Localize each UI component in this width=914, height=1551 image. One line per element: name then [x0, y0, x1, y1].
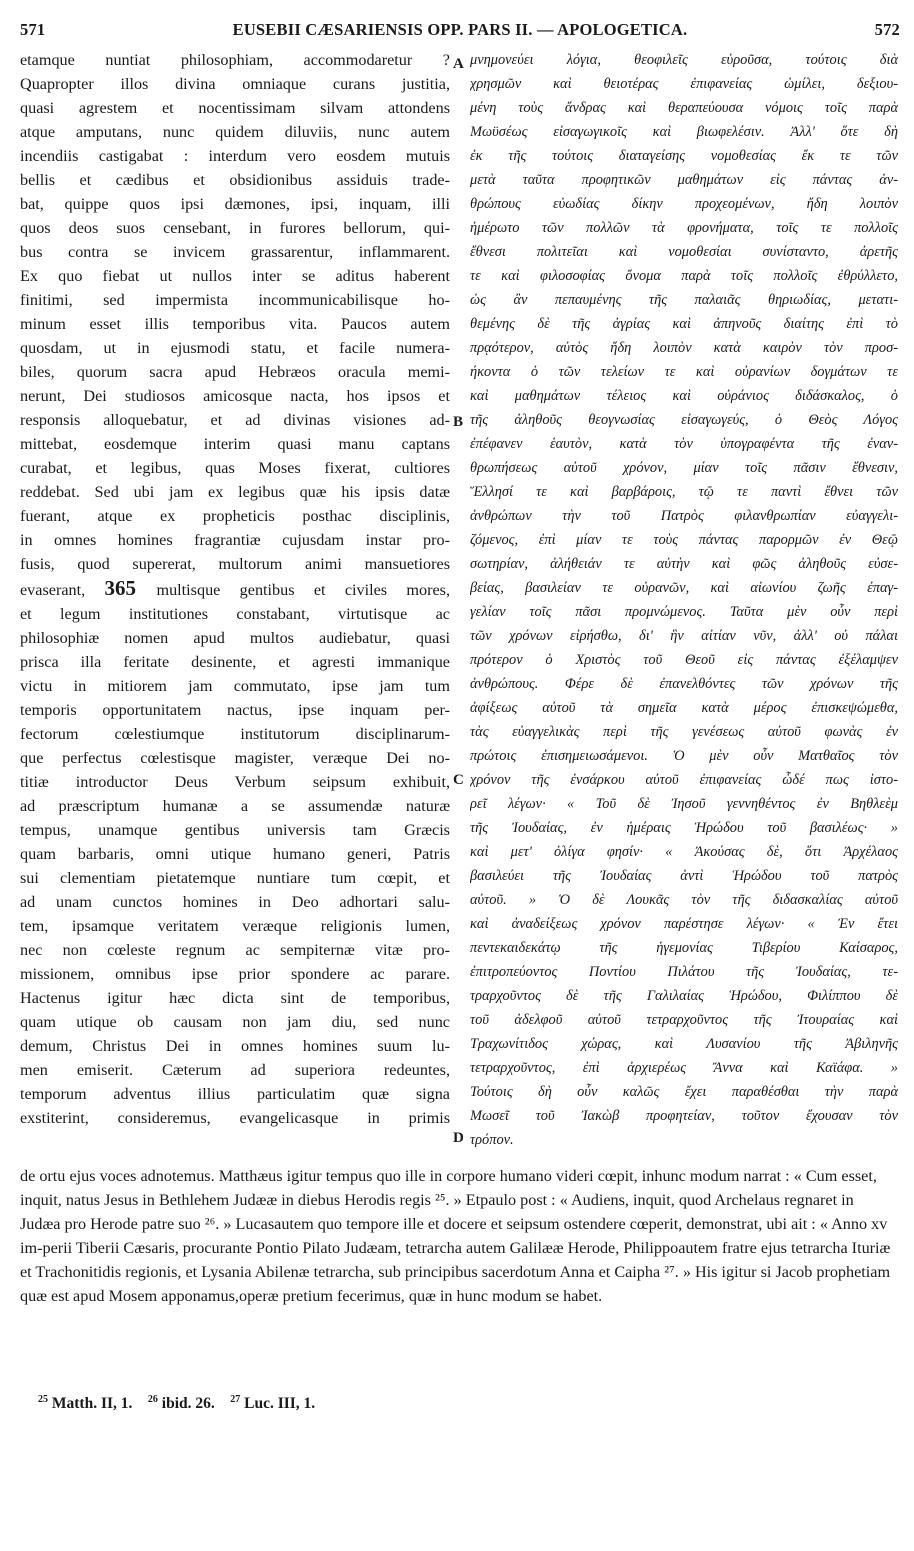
text-line: minum esset illis temporibus vita. Paucos autem: [20, 315, 450, 333]
text-line: curabat, et legibus, quas Moses fixerat, cultiores: [20, 459, 450, 477]
text-line: de ortu ejus voces adnotemus. Matthæus igitur tempus quo ille in corpore humano videri cœpit, in: [20, 1167, 655, 1185]
text-line: quosdam, ut in ejusmodi statu, et facile numera-: [20, 339, 450, 357]
text-line: autem fratre ejus tetrarcha Ituriæ et Trachonitidis regionis, et Lysania Abilenæ tetrarcha, sub principi: [20, 1239, 891, 1281]
text-line: τε καὶ φιλοσοφίας ὄνομα παρὰ τοῖς πολλοῖς ἐθρύλλετο,: [470, 268, 898, 284]
text-line: prisca illa feritate desinente, et agresti immanique: [20, 653, 450, 671]
text-line: autem quo tempore ille et docere et seipsum ostendere cœperit, demonstrat, ubi ait : « Anno xv im-: [20, 1215, 888, 1257]
text-line: βείας, βασιλείαν τε οὐρανῶν, καὶ αἰωνίου ζωῆς ἐπαγ-: [470, 580, 898, 596]
text-line: bus sacerdotum Anna et Caipha ²⁷. » His igitur si Jacob prophetiam quæ est apud Mosem apponamus,: [20, 1263, 891, 1305]
text-line: biles, quorum sacra apud Hebræos oracula memi-: [20, 363, 450, 381]
text-line: πρώτοις ἐπισημειωσάμενοι. Ὁ μὲν οὖν Ματθαῖος τὸν: [470, 748, 898, 764]
text-line: atque amputans, nunc quidem diluviis, nunc autem: [20, 123, 450, 141]
text-line: μένη τοὺς ἄνδρας καὶ θεραπεύουσα νόμοις τοῖς παρὰ: [470, 100, 898, 116]
text-line: finitimi, sed impermista incommunicabilisque ho-: [20, 291, 450, 309]
text-line: καὶ μαθημάτων τέλειος καὶ οὐράνιος διδάσκαλος, ὁ: [470, 388, 898, 404]
right-page-number: 572: [874, 20, 900, 39]
text-line: [20, 576, 450, 602]
text-line: men emiserit. Cæterum ad superiora redeuntes,: [20, 1061, 450, 1079]
text-line: ad præscriptum humanæ a se assumendæ naturæ: [20, 797, 450, 815]
text-line: θεμένης δὲ τῆς ἀγρίας καὶ ἀπηνοῦς διαίτης ἐπὶ τὸ: [470, 316, 898, 332]
text-line: καὶ μετ' ὀλίγα φησίν· « Ἀκούσας δὲ, ὅτι Ἀρχέλαος: [470, 844, 898, 860]
text-line: sui clementiam pietatemque nuntiare tum cœpit, et: [20, 869, 450, 887]
footnotes: [38, 1394, 315, 1413]
text-line: in omnes homines fragrantiæ cujusdam instar pro-: [20, 531, 450, 549]
text-line: et legum institutiones constabant, virtutisque ac: [20, 605, 450, 623]
text-line: τετραρχοῦντος, ἐπὶ ἀρχιερέως Ἄννα καὶ Καϊάφα. »: [470, 1060, 898, 1076]
text-line: titiæ introductor Deus Verbum seipsum exhibuit,: [20, 773, 450, 791]
text-line: Quapropter illos divina omniaque curans justitia,: [20, 75, 450, 93]
text-line: exstiterint, consideremus, evangelicasque in primis: [20, 1109, 450, 1127]
margin-marker-d: D: [453, 1130, 464, 1146]
text-line: χρόνον τῆς ἐνσάρκου αὐτοῦ ἐπιφανείας ὧδέ πως ἱστο-: [470, 772, 898, 788]
text-line: ζόμενος, ἐπὶ μίαν τε τοὺς πάντας παρορμῶν ἐν Θεῷ: [470, 532, 898, 548]
text-line: χρησμῶν καὶ θειοτέρας ἐπιφανείας ὡμίλει, δεξιου-: [470, 76, 898, 92]
margin-marker-b: B: [453, 414, 464, 430]
text-line: reddebat. Sed ubi jam ex legibus quæ his ipsis datæ: [20, 483, 450, 501]
text-line: quos deos suos censebant, in furores bellorum, qui-: [20, 219, 450, 237]
text-line: ad unam cunctos homines in Deo adhortari salu-: [20, 893, 450, 911]
latin-column: [20, 48, 450, 1130]
text-fragment: multisque gentibus et civiles mores,: [156, 581, 450, 599]
text-line: Τραχωνίτιδος χώρας, καὶ Λυσανίου τῆς Ἀβιληνῆς: [470, 1036, 898, 1052]
text-line: ὡς ἂν πεπαυμένης τῆς παλαιᾶς θηριωδίας, μετατι-: [470, 292, 898, 308]
footnote-number: 25: [38, 1394, 48, 1405]
text-line: temporis opportunitatem nactus, ipse inquam per-: [20, 701, 450, 719]
text-line: fuerant, atque ex propheticis posthac disciplinis,: [20, 507, 450, 525]
text-line: πρᾳότερον, αὐτὸς ἤδη λοιπὸν κατὰ καιρὸν τὸν προσ-: [470, 340, 898, 356]
text-line: responsis alloquebatur, et ad divinas visiones ad-: [20, 411, 450, 429]
footnote-number: 26: [147, 1394, 158, 1405]
text-line: θρώπους εὐωδίας δίκην προχεομένων, ἤδη λοιπὸν: [470, 196, 898, 212]
text-line: demum, Christus Dei in omnes homines suum lu-: [20, 1037, 450, 1055]
text-line: philosophiæ nomen apud multos audiebatur, quasi: [20, 629, 450, 647]
footnote-ref: Matth. II, 1.: [51, 1395, 133, 1413]
text-line: θρωπήσεως αὐτοῦ χρόνον, μίαν τοῖς πᾶσιν ἔθνεσιν,: [470, 460, 898, 476]
text-line: Ex quo fiebat ut nullos inter se aditus haberent: [20, 267, 450, 285]
text-line: ἀφίξεως αὐτοῦ τὰ σημεῖα κατὰ μέρος ἐπισκεψώμεθα,: [470, 700, 898, 716]
text-line: fusis, quod supererat, multorum animi mansuetiores: [20, 555, 450, 573]
running-title: EUSEBII CÆSARIENSIS OPP. PARS II. — APOLOGETICA.: [232, 20, 688, 39]
running-header: [20, 20, 900, 44]
text-line: quasi agrestem et nocentissimam silvam attondens: [20, 99, 450, 117]
text-line: nec non cœleste regnum ac sempiternæ vitæ pro-: [20, 941, 450, 959]
text-line: operæ pretium fecerimus, quæ in hunc modum se habet.: [238, 1287, 603, 1305]
text-line: τραρχοῦντος δὲ τῆς Γαλιλαίας Ἡρώδου, Φιλίππου δὲ: [470, 988, 898, 1004]
text-line: etamque nuntiat philosophiam, accommodaretur ?: [20, 51, 450, 69]
text-line: τρόπον.: [470, 1132, 514, 1148]
text-line: Ἕλλησί τε καὶ βαρβάροις, τῷ τε παντὶ ἔθνει τῶν: [470, 484, 898, 500]
text-line: ἡμέρωτο τῶν πολλῶν τὰ φρονήματα, τοῖς τε πολλοῖς: [470, 220, 898, 236]
footnote-ref: Luc. III, 1.: [244, 1395, 316, 1413]
text-line: ἐπιτροπεύοντος Ποντίου Πιλάτου τῆς Ἰουδαίας, τε-: [470, 964, 898, 980]
margin-marker-c: C: [453, 772, 464, 788]
text-line: μνημονεύει λόγια, θεοφιλεῖς εὑροῦσα, τούτοις διὰ: [470, 52, 898, 68]
text-line: τὰς εὐαγγελικὰς περὶ τῆς γενέσεως αὐτοῦ φωνὰς ἐν: [470, 724, 898, 740]
text-line: tem, ipsamque veritatem veræque religionis lumen,: [20, 917, 450, 935]
text-line: ἐκ τῆς τούτοις διαταγείσης νομοθεσίας ἔκ τε τῶν: [470, 148, 898, 164]
text-line: τῶν χρόνων εἰρήσθω, δι' ἣν αἰτίαν νῦν, ἀλλ' οὐ πάλαι: [470, 628, 898, 644]
text-line: bus contra se invicem grassarentur, inflammarent.: [20, 243, 450, 261]
text-line: ήκοντα ὁ τῶν τελείων τε καὶ οὐρανίων δογμάτων τε: [470, 364, 898, 380]
greek-column: [470, 48, 898, 1152]
text-line: bat, quippe quos ipsi dæmones, ipsi, inquam, illi: [20, 195, 450, 213]
text-line: tempus, unamque gentibus universis tam Græcis: [20, 821, 450, 839]
text-line: missionem, omnibus ipse prior spondere ac parare.: [20, 965, 450, 983]
text-line: quam barbaris, omni utique humano generi, Patris: [20, 845, 450, 863]
text-line: πεντεκαιδεκάτῳ τῆς ἡγεμονίας Τιβερίου Καίσαρος,: [470, 940, 898, 956]
footnote-ref: ibid. 26.: [161, 1395, 215, 1413]
text-line: καὶ ἀναδείξεως χρόνον παρέστησε λέγων· « Ἐν ἔτει: [470, 916, 898, 932]
text-line: βασιλεύει τῆς Ἰουδαίας ἀντὶ Ἡρώδου τοῦ πατρὸς: [470, 868, 898, 884]
text-line: temporum adventus illius particulatim quæ signa: [20, 1085, 450, 1103]
text-line: Hactenus igitur hæc dicta sint de temporibus,: [20, 989, 450, 1007]
text-line: mittebat, eosdemque interim quasi manu captans: [20, 435, 450, 453]
text-line: fectorum cœlestiumque institutorum disciplinarum-: [20, 725, 450, 743]
text-line: ρεῖ λέγων· « Τοῦ δὲ Ἰησοῦ γεννηθέντος ἐν Βηθλεὲμ: [470, 796, 898, 812]
text-fragment: evaserant,: [20, 581, 105, 599]
text-line: Τούτοις δὴ οὖν καλῶς ἔχει παραθέσθαι τὴν παρὰ: [470, 1084, 898, 1100]
text-line: σωτηρίαν, ἀλήθειάν τε αὐτὴν καὶ φῶς ἀληθοῦς εὐσε-: [470, 556, 898, 572]
text-line: victu in mitiorem jam commutato, ipse jam tum: [20, 677, 450, 695]
text-line: πρότερον ὁ Χριστὸς τοῦ Θεοῦ εἰς πάντας ἐξέλαμψεν: [470, 652, 898, 668]
section-number: 365: [104, 576, 157, 600]
text-line: hunc modum narrat : « Cum esset, inquit, natus Jesus in Bethlehem Judææ in diebus Herodis regis ²⁵. » Et: [20, 1167, 877, 1209]
text-line: τῆς Ἰουδαίας, ἐν ἡμέραις Ἡρώδου τοῦ βασιλέως· »: [470, 820, 898, 836]
text-line: γελίαν τοῖς πᾶσι προμνώμενος. Ταῦτα μὲν οὖν περὶ: [470, 604, 898, 620]
text-line: nerunt, Dei studiosos amicosque nacta, hos ipsos et: [20, 387, 450, 405]
text-line: Μωσεῖ τοῦ Ἰακὼβ προφητείαν, τοῦτον ἔχουσαν τὸν: [470, 1108, 898, 1124]
text-line: τοῦ ἀδελφοῦ αὐτοῦ τετραρχοῦντος τῆς Ἰτουραίας καὶ: [470, 1012, 898, 1028]
margin-marker-a: A: [453, 56, 464, 72]
text-line: que perfectus cœlestisque magister, veræque Dei no-: [20, 749, 450, 767]
full-width-text: [20, 1164, 898, 1308]
text-line: ἀνθρώπων τὴν τοῦ Πατρὸς φιλανθρωπίαν εὐαγγελι-: [470, 508, 898, 524]
text-line: ἐπέφανεν ἑαυτὸν, κατὰ τὸν ὑπογραφέντα τῆς ἐναν-: [470, 436, 898, 452]
text-line: τῆς ἀληθοῦς θεογνωσίας εἰσαγωγεύς, ὁ Θεὸς Λόγος: [470, 412, 898, 428]
text-line: Μωϋσέως εἰσαγωγικοῖς καὶ βιωφελέσιν. Ἀλλ' ὅτε δὴ: [470, 124, 898, 140]
left-page-number: 571: [20, 20, 46, 39]
text-line: bellis et cædibus et obsidionibus assiduis trade-: [20, 171, 450, 189]
text-line: paulo post : « Audiens, inquit, quod Archelaus regnaret in Judæa pro Herode patre suo ²⁶. » Lucas: [20, 1191, 854, 1233]
text-line: μετὰ ταῦτα προφητικῶν μαθημάτων εἰς πάντας ἀν-: [470, 172, 898, 188]
text-line: ἔθνεσι πολιτεῖαι καὶ νομοθεσίαι συνίσταντο, ἀρετῆς: [470, 244, 898, 260]
text-line: incendiis castigabat : interdum vero eosdem mutuis: [20, 147, 450, 165]
text-line: ἀνθρώπους. Φέρε δὲ ἐπανελθόντες τῶν χρόνων τῆς: [470, 676, 898, 692]
footnote-number: 27: [230, 1394, 241, 1405]
text-line: perii Tiberii Cæsaris, procurante Pontio Pilato Judæam, tetrarcha autem Galilææ Herode, Philippo: [42, 1239, 679, 1257]
text-line: αὐτοῦ. » Ὁ δὲ Λουκᾶς τὸν τῆς διδασκαλίας αὐτοῦ: [470, 892, 898, 908]
text-line: quam utique ob causam non jam diu, sed nunc: [20, 1013, 450, 1031]
